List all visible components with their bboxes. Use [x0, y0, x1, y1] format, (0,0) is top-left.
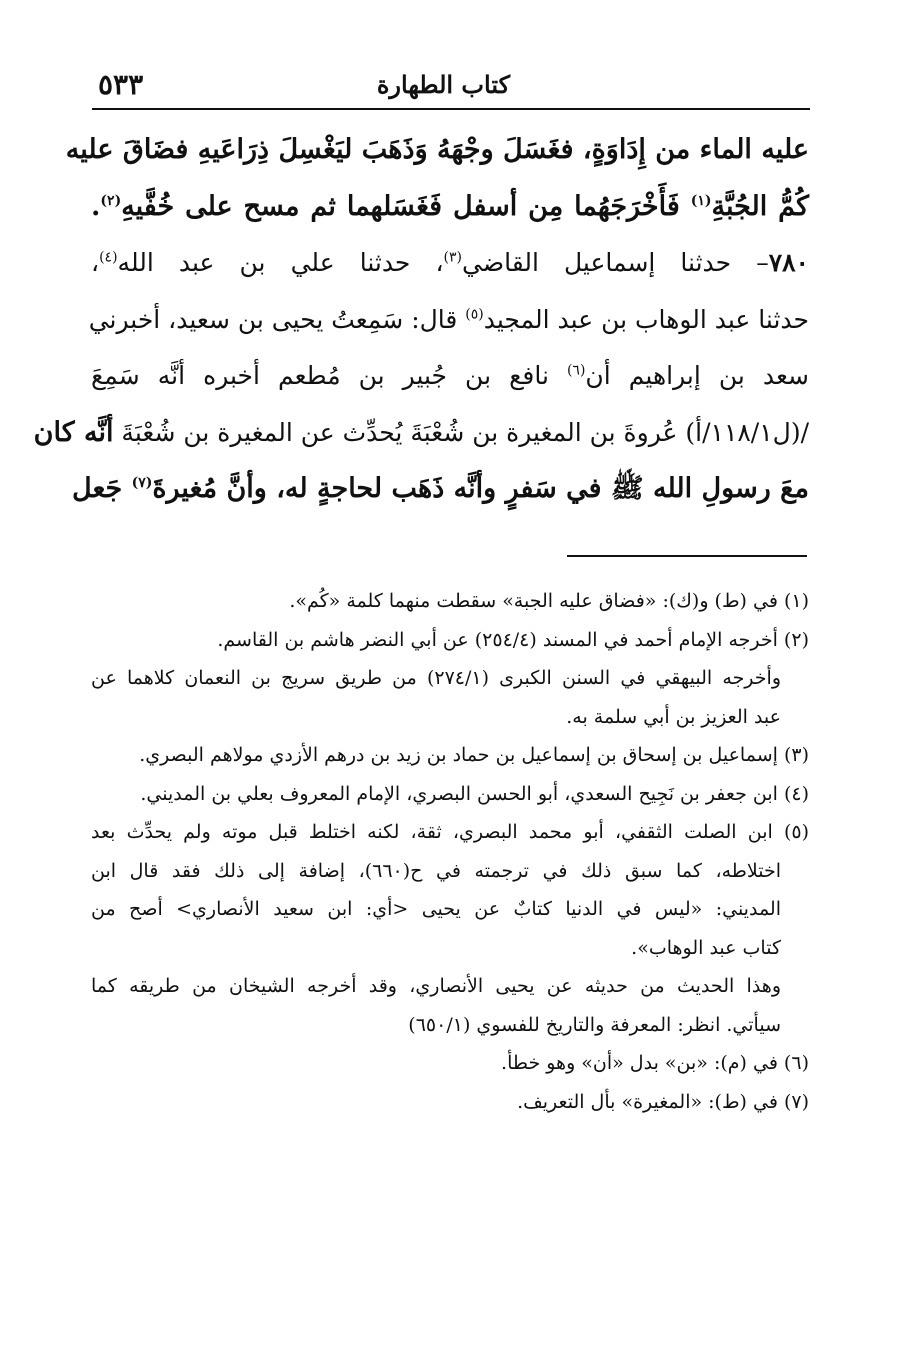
footnote-line: (٤) ابن جعفر بن نَجِيح السعدي، أبو الحسن البصري، الإمام المعروف بعلي بن المديني.: [140, 782, 809, 805]
hadith-number: ٧٨٠: [768, 248, 809, 277]
main-line-5: [91, 348, 809, 405]
footnote-ref-4: (٤): [99, 249, 118, 266]
main-line-2-text-c: .: [91, 190, 101, 222]
footnote-line: وأخرجه البيهقي في السنن الكبرى (٢٧٤/١) من طريق سريج بن النعمان كلاهما عن: [91, 667, 781, 689]
main-line-2: [91, 179, 809, 236]
footnote-line: (٥) ابن الصلت الثقفي، أبو محمد البصري، ثقة، لكنه اختلط قبل موته ولم يحدِّث بعد: [91, 821, 809, 843]
footnote-line: سيأتي. انظر: المعرفة والتاريخ للفسوي (٦٥٠/١): [408, 1013, 781, 1036]
footnote-line: (٣) إسماعيل بن إسحاق بن إسماعيل بن حماد بن زيد بن درهم الأزدي مولاهم البصري.: [139, 744, 809, 766]
footnote-line: اختلاطه، كما سبق ذلك في ترجمته في ح(٦٦٠)، إضافة إلى ذلك فقد قال ابن: [91, 859, 781, 882]
footnote-ref-7: (٧): [131, 475, 153, 491]
main-line-2-text-b: فَأَخْرَجَهُما مِن أسفل فَغَسَلهما ثم مسح على خُفَّيهِ: [121, 190, 691, 222]
footnote-ref-1: (١): [690, 192, 712, 209]
main-line-6-text-a: /(ل١١٨/١/أ) عُروةَ بن المغيرة بن شُعْبَةَ يُحدِّث عن المغيرة بن شُعْبَةَ: [113, 417, 809, 447]
page-number: ٥٣٣: [98, 68, 144, 101]
main-line-3: [91, 235, 809, 292]
main-line-3-text-b: ، حدثنا علي بن عبد الله: [117, 248, 444, 277]
main-line-4-text-a: حدثنا عبد الوهاب بن عبد المجيد: [483, 304, 809, 334]
main-line-6-text-b: أنَّه كان: [33, 416, 114, 448]
footnote-ref-6: (٦): [566, 362, 586, 379]
footnote-rule: [567, 555, 807, 557]
main-line-6: [33, 405, 809, 462]
page-header: [92, 68, 810, 104]
main-line-7: [72, 461, 809, 518]
footnote-line: كتاب عبد الوهاب».: [631, 936, 781, 959]
main-line-3-text-c: ،: [91, 248, 100, 277]
footnote-line: (٧) في (ط): «المغيرة» بأل التعريف.: [517, 1090, 809, 1113]
main-line-3-text-a: – حدثنا إسماعيل القاضي: [462, 248, 769, 277]
footnote-line: (٦) في (م): «بن» بدل «أن» وهو خطأ.: [501, 1052, 809, 1074]
main-line-1: [65, 122, 809, 179]
footnote-ref-2: (٢): [100, 192, 122, 209]
footnotes: [91, 582, 809, 1121]
main-text: [33, 122, 809, 518]
footnote-line: (١) في (ط) و(ك): «فضاق عليه الجبة» سقطت منهما كلمة «كُم».: [289, 590, 809, 612]
header-rule: [92, 108, 810, 110]
main-line-7-text-a: معَ رسولِ الله ﷺ في سَفرٍ وأنَّه ذَهَب لحاجةٍ له، وأنَّ مُغيرةَ: [152, 473, 809, 504]
footnote-line: (٢) أخرجه الإمام أحمد في المسند (٢٥٤/٤) عن أبي النضر هاشم بن القاسم.: [217, 628, 809, 651]
main-line-7-text-b: جَعل: [72, 473, 132, 504]
footnote-ref-5: (٥): [465, 306, 484, 323]
footnote-line: عبد العزيز بن أبي سلمة به.: [566, 705, 781, 728]
footnote-line: وهذا الحديث من حديثه عن يحيى الأنصاري، وقد أخرجه الشيخان من طريقه كما: [91, 975, 781, 997]
footnote-line: المديني: «ليس في الدنيا كتابٌ عن يحيى <أي: ابن سعيد الأنصاري> أصح من: [91, 898, 781, 920]
chapter-title: كتاب الطهارة: [376, 70, 510, 99]
main-line-4: [88, 292, 809, 349]
main-line-1-text: عليه الماء من إِدَاوَةٍ، فغَسَلَ وجْهَهُ وَذَهَبَ ليَغْسِلَ ذِرَاعَيهِ فضَاقَ عليه: [65, 134, 809, 165]
main-line-5-text-a: سعد بن إبراهيم أن: [585, 361, 809, 390]
main-line-4-text-b: قال: سَمِعتُ يحيى بن سعيد، أخبرني: [88, 304, 466, 334]
main-line-5-text-b: نافع بن جُبير بن مُطعم أخبره أنَّه سَمِعَ: [91, 361, 567, 390]
main-line-2-text-a: كُمُّ الجُبَّةِ: [711, 190, 809, 222]
footnote-ref-3: (٣): [443, 249, 463, 266]
